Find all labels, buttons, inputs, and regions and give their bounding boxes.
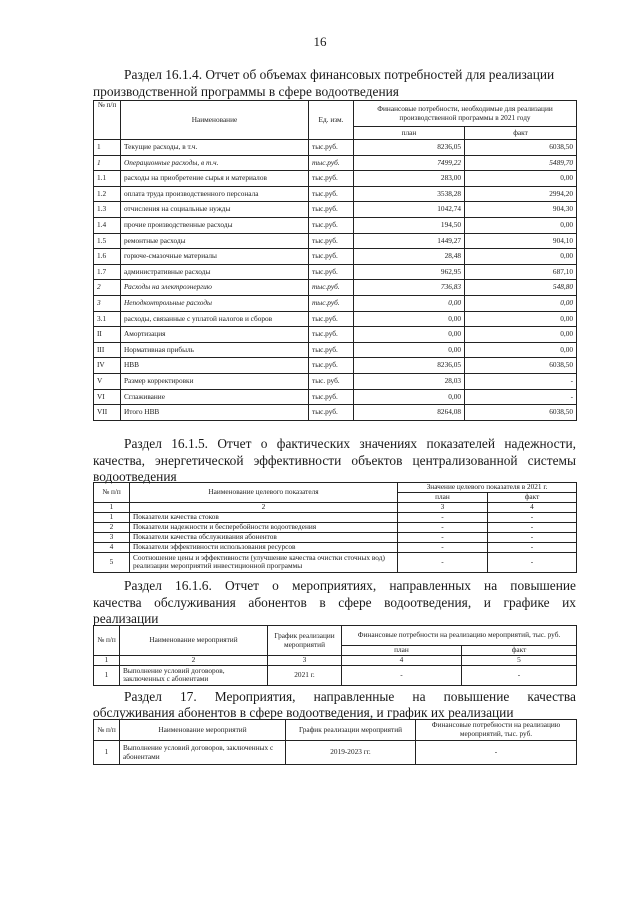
table-row [94, 171, 577, 187]
meas-col-number: 2 [120, 656, 268, 666]
meas-row-name: Выполнение условий договоров, заключенных с абонентами [120, 665, 268, 685]
table-row [94, 512, 577, 522]
table-row [94, 311, 577, 327]
meas-col-number: 3 [268, 656, 342, 666]
ind-row-name: Соотношение цены и эффективности (улучшение качества очистки сточных вод) реализации мероприятий инвестиционной программы [130, 552, 398, 572]
row-fact: 548,80 [465, 280, 577, 296]
financial-needs-table [93, 100, 577, 421]
row-unit: тыс.руб. [309, 389, 354, 405]
section-1614-title-line1: Раздел 16.1.4. Отчет об объемах финансовых потребностей для реализации [124, 67, 555, 82]
row-plan: 194,50 [354, 217, 465, 233]
plan-fin-header: Финансовые потребности на реализацию мероприятий, тыс. руб. [416, 720, 577, 741]
row-fact: 0,00 [465, 295, 577, 311]
row-fact: 0,00 [465, 342, 577, 358]
row-unit: тыс.руб. [309, 405, 354, 421]
row-fact: 2994,20 [465, 186, 577, 202]
plan-num-header: № п/п [94, 720, 120, 741]
row-unit: тыс.руб. [309, 280, 354, 296]
row-plan: 283,00 [354, 171, 465, 187]
row-unit: тыс.руб. [309, 171, 354, 187]
row-unit: тыс.руб. [309, 311, 354, 327]
row-num: IV [94, 358, 121, 374]
meas-row-num: 1 [94, 665, 120, 685]
row-unit: тыс.руб. [309, 140, 354, 156]
measures-report-table [93, 625, 577, 686]
row-num: 1 [94, 140, 121, 156]
table-row [94, 405, 577, 421]
row-name: прочие производственные расходы [121, 217, 309, 233]
row-plan: 0,00 [354, 342, 465, 358]
row-name: горюче-смазочные материалы [121, 249, 309, 265]
table-row [94, 522, 577, 532]
row-num: 1.1 [94, 171, 121, 187]
row-num: 1.3 [94, 202, 121, 218]
row-unit: тыс.руб. [309, 342, 354, 358]
meas-fact-header: факт [462, 646, 577, 656]
table-row [94, 140, 577, 156]
meas-name-header: Наименование мероприятий [120, 626, 268, 656]
row-name: расходы на приобретение сырья и материалов [121, 171, 309, 187]
meas-row-fact: - [462, 665, 577, 685]
row-name: расходы, связанные с уплатой налогов и сборов [121, 311, 309, 327]
row-fact: 904,10 [465, 233, 577, 249]
table-row [94, 202, 577, 218]
row-num: V [94, 373, 121, 389]
row-fact: 904,30 [465, 202, 577, 218]
row-name: Операционные расходы, в т.ч. [121, 155, 309, 171]
col-name-header: Наименование [121, 101, 309, 140]
col-fact-header: факт [465, 127, 577, 140]
table-row [94, 741, 577, 765]
row-plan: 1449,27 [354, 233, 465, 249]
row-plan: 0,00 [354, 327, 465, 343]
row-plan: 1042,74 [354, 202, 465, 218]
col-unit-header: Ед. изм. [309, 101, 354, 140]
ind-row-plan: - [398, 522, 488, 532]
meas-schedule-header: График реализации мероприятий [268, 626, 342, 656]
row-fact: 0,00 [465, 327, 577, 343]
row-num: II [94, 327, 121, 343]
table-row [94, 342, 577, 358]
row-num: 1.6 [94, 249, 121, 265]
ind-col-number: 2 [130, 502, 398, 512]
row-fact: 6038,50 [465, 140, 577, 156]
ind-row-name: Показатели надежности и бесперебойности водоотведения [130, 522, 398, 532]
ind-row-fact: - [488, 552, 577, 572]
row-plan: 3538,28 [354, 186, 465, 202]
row-num: VII [94, 405, 121, 421]
row-num: III [94, 342, 121, 358]
row-name: ремонтные расходы [121, 233, 309, 249]
table-row [94, 295, 577, 311]
meas-num-header: № п/п [94, 626, 120, 656]
ind-fact-header: факт [488, 493, 577, 503]
row-unit: тыс.руб. [309, 249, 354, 265]
row-num: 1.5 [94, 233, 121, 249]
row-unit: тыс.руб. [309, 186, 354, 202]
ind-name-header: Наименование целевого показателя [130, 483, 398, 503]
table-row [94, 280, 577, 296]
table-row [94, 155, 577, 171]
row-unit: тыс.руб. [309, 327, 354, 343]
row-plan: 962,95 [354, 264, 465, 280]
table-row [94, 327, 577, 343]
row-unit: тыс.руб. [309, 233, 354, 249]
row-fact: 6038,50 [465, 358, 577, 374]
col-plan-header: план [354, 127, 465, 140]
meas-col-number: 5 [462, 656, 577, 666]
ind-row-name: Показатели качества обслуживания абонентов [130, 532, 398, 542]
meas-plan-header: план [342, 646, 462, 656]
row-num: 3 [94, 295, 121, 311]
row-plan: 28,48 [354, 249, 465, 265]
row-fact: 687,10 [465, 264, 577, 280]
row-unit: тыс. руб. [309, 373, 354, 389]
row-unit: тыс.руб. [309, 295, 354, 311]
row-fact: 5489,70 [465, 155, 577, 171]
row-name: Неподконтрольные расходы [121, 295, 309, 311]
row-plan: 8236,05 [354, 358, 465, 374]
table-row [94, 532, 577, 542]
row-fact: 0,00 [465, 217, 577, 233]
table-row [94, 217, 577, 233]
table-row [94, 358, 577, 374]
ind-row-num: 5 [94, 552, 130, 572]
ind-row-fact: - [488, 512, 577, 522]
section-1616-title-line3: реализации [93, 611, 159, 626]
section-1615-title-line3: водоотведения [93, 469, 177, 484]
ind-row-num: 1 [94, 512, 130, 522]
row-fact: - [465, 373, 577, 389]
plan-row-schedule: 2019-2023 гг. [286, 741, 416, 765]
ind-row-plan: - [398, 532, 488, 542]
plan-row-name: Выполнение условий договоров, заключенных с абонентами [120, 741, 286, 765]
ind-row-num: 2 [94, 522, 130, 532]
row-name: Сглаживание [121, 389, 309, 405]
row-unit: тыс.руб. [309, 155, 354, 171]
section-1615-title-line1: Раздел 16.1.5. Отчет о фактических значениях показателей надежности, [124, 436, 576, 451]
table-row [94, 552, 577, 572]
row-plan: 736,83 [354, 280, 465, 296]
table-row [94, 373, 577, 389]
section-1615-title-line2: качества, энергетической эффективности объектов централизованной системы [93, 453, 576, 468]
ind-row-fact: - [488, 532, 577, 542]
row-plan: 0,00 [354, 295, 465, 311]
row-plan: 8264,08 [354, 405, 465, 421]
section-1614-title-line2: производственной программы в сфере водоотведения [93, 84, 399, 99]
table-row [94, 264, 577, 280]
ind-row-plan: - [398, 552, 488, 572]
ind-row-name: Показатели качества стоков [130, 512, 398, 522]
table-row [94, 249, 577, 265]
meas-row-schedule: 2021 г. [268, 665, 342, 685]
row-num: 1.2 [94, 186, 121, 202]
ind-row-fact: - [488, 542, 577, 552]
row-fact: 0,00 [465, 249, 577, 265]
row-name: отчисления на социальные нужды [121, 202, 309, 218]
meas-row-plan: - [342, 665, 462, 685]
ind-row-plan: - [398, 512, 488, 522]
row-num: 1 [94, 155, 121, 171]
ind-col-number: 1 [94, 502, 130, 512]
plan-name-header: Наименование мероприятий [120, 720, 286, 741]
col-fin-header: Финансовые потребности, необходимые для реализации производственной программы в 2021 году [354, 101, 577, 127]
row-num: VI [94, 389, 121, 405]
row-plan: 7499,22 [354, 155, 465, 171]
ind-num-header: № п/п [94, 483, 130, 503]
col-num-header: № п/п [94, 101, 121, 140]
ind-value-header: Значение целевого показателя в 2021 г. [398, 483, 577, 493]
row-fact: - [465, 389, 577, 405]
table-row [94, 542, 577, 552]
row-plan: 28,03 [354, 373, 465, 389]
ind-col-number: 4 [488, 502, 577, 512]
row-unit: тыс.руб. [309, 358, 354, 374]
ind-row-name: Показатели эффективности использования ресурсов [130, 542, 398, 552]
row-num: 2 [94, 280, 121, 296]
ind-row-num: 3 [94, 532, 130, 542]
row-num: 1.4 [94, 217, 121, 233]
row-name: административные расходы [121, 264, 309, 280]
row-fact: 0,00 [465, 311, 577, 327]
section-1616-title-line1: Раздел 16.1.6. Отчет о мероприятиях, направленных на повышение [124, 578, 576, 593]
row-unit: тыс.руб. [309, 264, 354, 280]
row-unit: тыс.руб. [309, 202, 354, 218]
row-plan: 0,00 [354, 311, 465, 327]
row-name: Нормативная прибыль [121, 342, 309, 358]
row-plan: 0,00 [354, 389, 465, 405]
ind-col-number: 3 [398, 502, 488, 512]
meas-col-number: 1 [94, 656, 120, 666]
meas-fin-header: Финансовые потребности на реализацию мероприятий, тыс. руб. [342, 626, 577, 646]
row-name: Расходы на электроэнергию [121, 280, 309, 296]
section-17-title-line1: Раздел 17. Мероприятия, направленные на повышение качества [124, 689, 576, 704]
row-name: Итого НВВ [121, 405, 309, 421]
table-row [94, 389, 577, 405]
plan-row-fin: - [416, 741, 577, 765]
row-name: Амортизация [121, 327, 309, 343]
ind-row-fact: - [488, 522, 577, 532]
table-row [94, 233, 577, 249]
row-num: 1.7 [94, 264, 121, 280]
meas-col-number: 4 [342, 656, 462, 666]
ind-row-plan: - [398, 542, 488, 552]
plan-row-num: 1 [94, 741, 120, 765]
row-name: Текущие расходы, в т.ч. [121, 140, 309, 156]
indicators-table [93, 482, 577, 573]
row-fact: 0,00 [465, 171, 577, 187]
section-1616-title-line2: качества обслуживания абонентов в сфере водоотведения, и графике их [93, 595, 576, 610]
page-number: 16 [313, 34, 327, 49]
row-num: 3.1 [94, 311, 121, 327]
ind-row-num: 4 [94, 542, 130, 552]
measures-plan-table [93, 719, 577, 765]
table-row [94, 186, 577, 202]
plan-schedule-header: График реализации мероприятий [286, 720, 416, 741]
section-17-title-line2: обслуживания абонентов в сфере водоотведения, и график их реализации [93, 705, 514, 720]
row-plan: 8236,05 [354, 140, 465, 156]
table-row [94, 665, 577, 685]
row-name: Размер корректировки [121, 373, 309, 389]
row-name: НВВ [121, 358, 309, 374]
row-name: оплата труда производственного персонала [121, 186, 309, 202]
row-unit: тыс.руб. [309, 217, 354, 233]
ind-plan-header: план [398, 493, 488, 503]
row-fact: 6038,50 [465, 405, 577, 421]
